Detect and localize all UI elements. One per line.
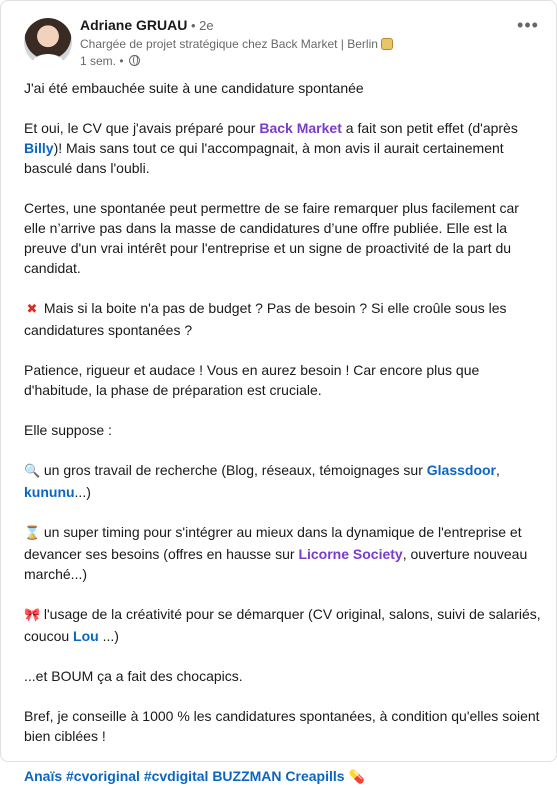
premium-badge-icon: [381, 38, 393, 50]
paragraph: J'ai été embauchée suite à une candidature spontanée: [24, 80, 364, 96]
mention-creapills[interactable]: Creapills: [285, 768, 345, 784]
mention-billy[interactable]: Billy: [24, 140, 54, 156]
post-time: 1 sem. •: [80, 53, 504, 69]
paragraph: Elle suppose :: [24, 422, 112, 438]
paragraph: 🔍 un gros travail de recherche (Blog, réseaux, témoignages sur Glassdoor, kununu...): [24, 462, 500, 500]
paragraph: ⌛ un super timing pour s'intégrer au mieux dans la dynamique de l'entreprise et devancer ses besoins (offres en hausse sur Licorne Society, ouverture nouveau marché...): [24, 524, 528, 582]
mention-anais[interactable]: Anaïs: [24, 768, 63, 784]
mention-back-market[interactable]: Back Market: [259, 120, 342, 136]
mention-lou[interactable]: Lou: [73, 628, 99, 644]
globe-icon: [129, 55, 140, 66]
post-header: [24, 14, 544, 74]
hashtag-cvdigital[interactable]: #cvdigital: [143, 768, 209, 784]
paragraph: 🎀 l'usage de la créativité pour se démarquer (CV original, salons, suivi de salariés, coucou Lou ...): [24, 606, 541, 644]
mention-kununu[interactable]: kununu: [24, 484, 75, 500]
post-text: [24, 78, 544, 788]
more-options-button[interactable]: •••: [517, 15, 539, 35]
paragraph: ...et BOUM ça a fait des chocapics.: [24, 668, 243, 684]
paragraph: ✖ Mais si la boite n'a pas de budget ? Pas de besoin ? Si elle croûle sous les candidatures spontanées ?: [24, 300, 507, 338]
paragraph: Bref, je conseille à 1000 % les candidatures spontanées, à condition qu'elles soient bien ciblées !: [24, 708, 540, 744]
magnifier-icon: 🔍: [24, 464, 41, 479]
connection-degree: • 2e: [187, 18, 214, 33]
paragraph: Patience, rigueur et audace ! Vous en aurez besoin ! Car encore plus que d'habitude, la phase de préparation est cruciale.: [24, 362, 480, 398]
hourglass-icon: ⌛: [24, 526, 41, 541]
cross-icon: ✖: [26, 302, 38, 317]
bow-icon: 🎀: [24, 608, 41, 623]
mention-buzzman[interactable]: BUZZMAN: [212, 768, 282, 784]
pill-icon: 💊: [348, 770, 365, 785]
paragraph: Certes, une spontanée peut permettre de se faire remarquer plus facilement car elle n’arrive pas dans la masse de candidatures d’une offre publiée. Elle est la preuve d'un vrai intérêt pour l'entreprise et un signe de proactivité de la part du candidat.: [24, 200, 519, 276]
avatar[interactable]: [24, 18, 72, 66]
author-headline: Chargée de projet stratégique chez Back Market | Berlin: [80, 36, 504, 52]
author-name[interactable]: Adriane GRUAU: [80, 17, 188, 33]
mention-glassdoor[interactable]: Glassdoor: [426, 462, 497, 478]
hashtag-cvoriginal[interactable]: #cvoriginal: [66, 768, 140, 784]
paragraph: Et oui, le CV que j'avais préparé pour Back Market a fait son petit effet (d'après Billy)! Mais sans tout ce qui l'accompagnait, à mon avis il aurait certainement basculé dans l'oubli.: [24, 120, 518, 176]
author-meta: [80, 16, 504, 69]
mention-licorne-society[interactable]: Licorne Society: [298, 546, 403, 562]
tags-line: [24, 766, 544, 788]
